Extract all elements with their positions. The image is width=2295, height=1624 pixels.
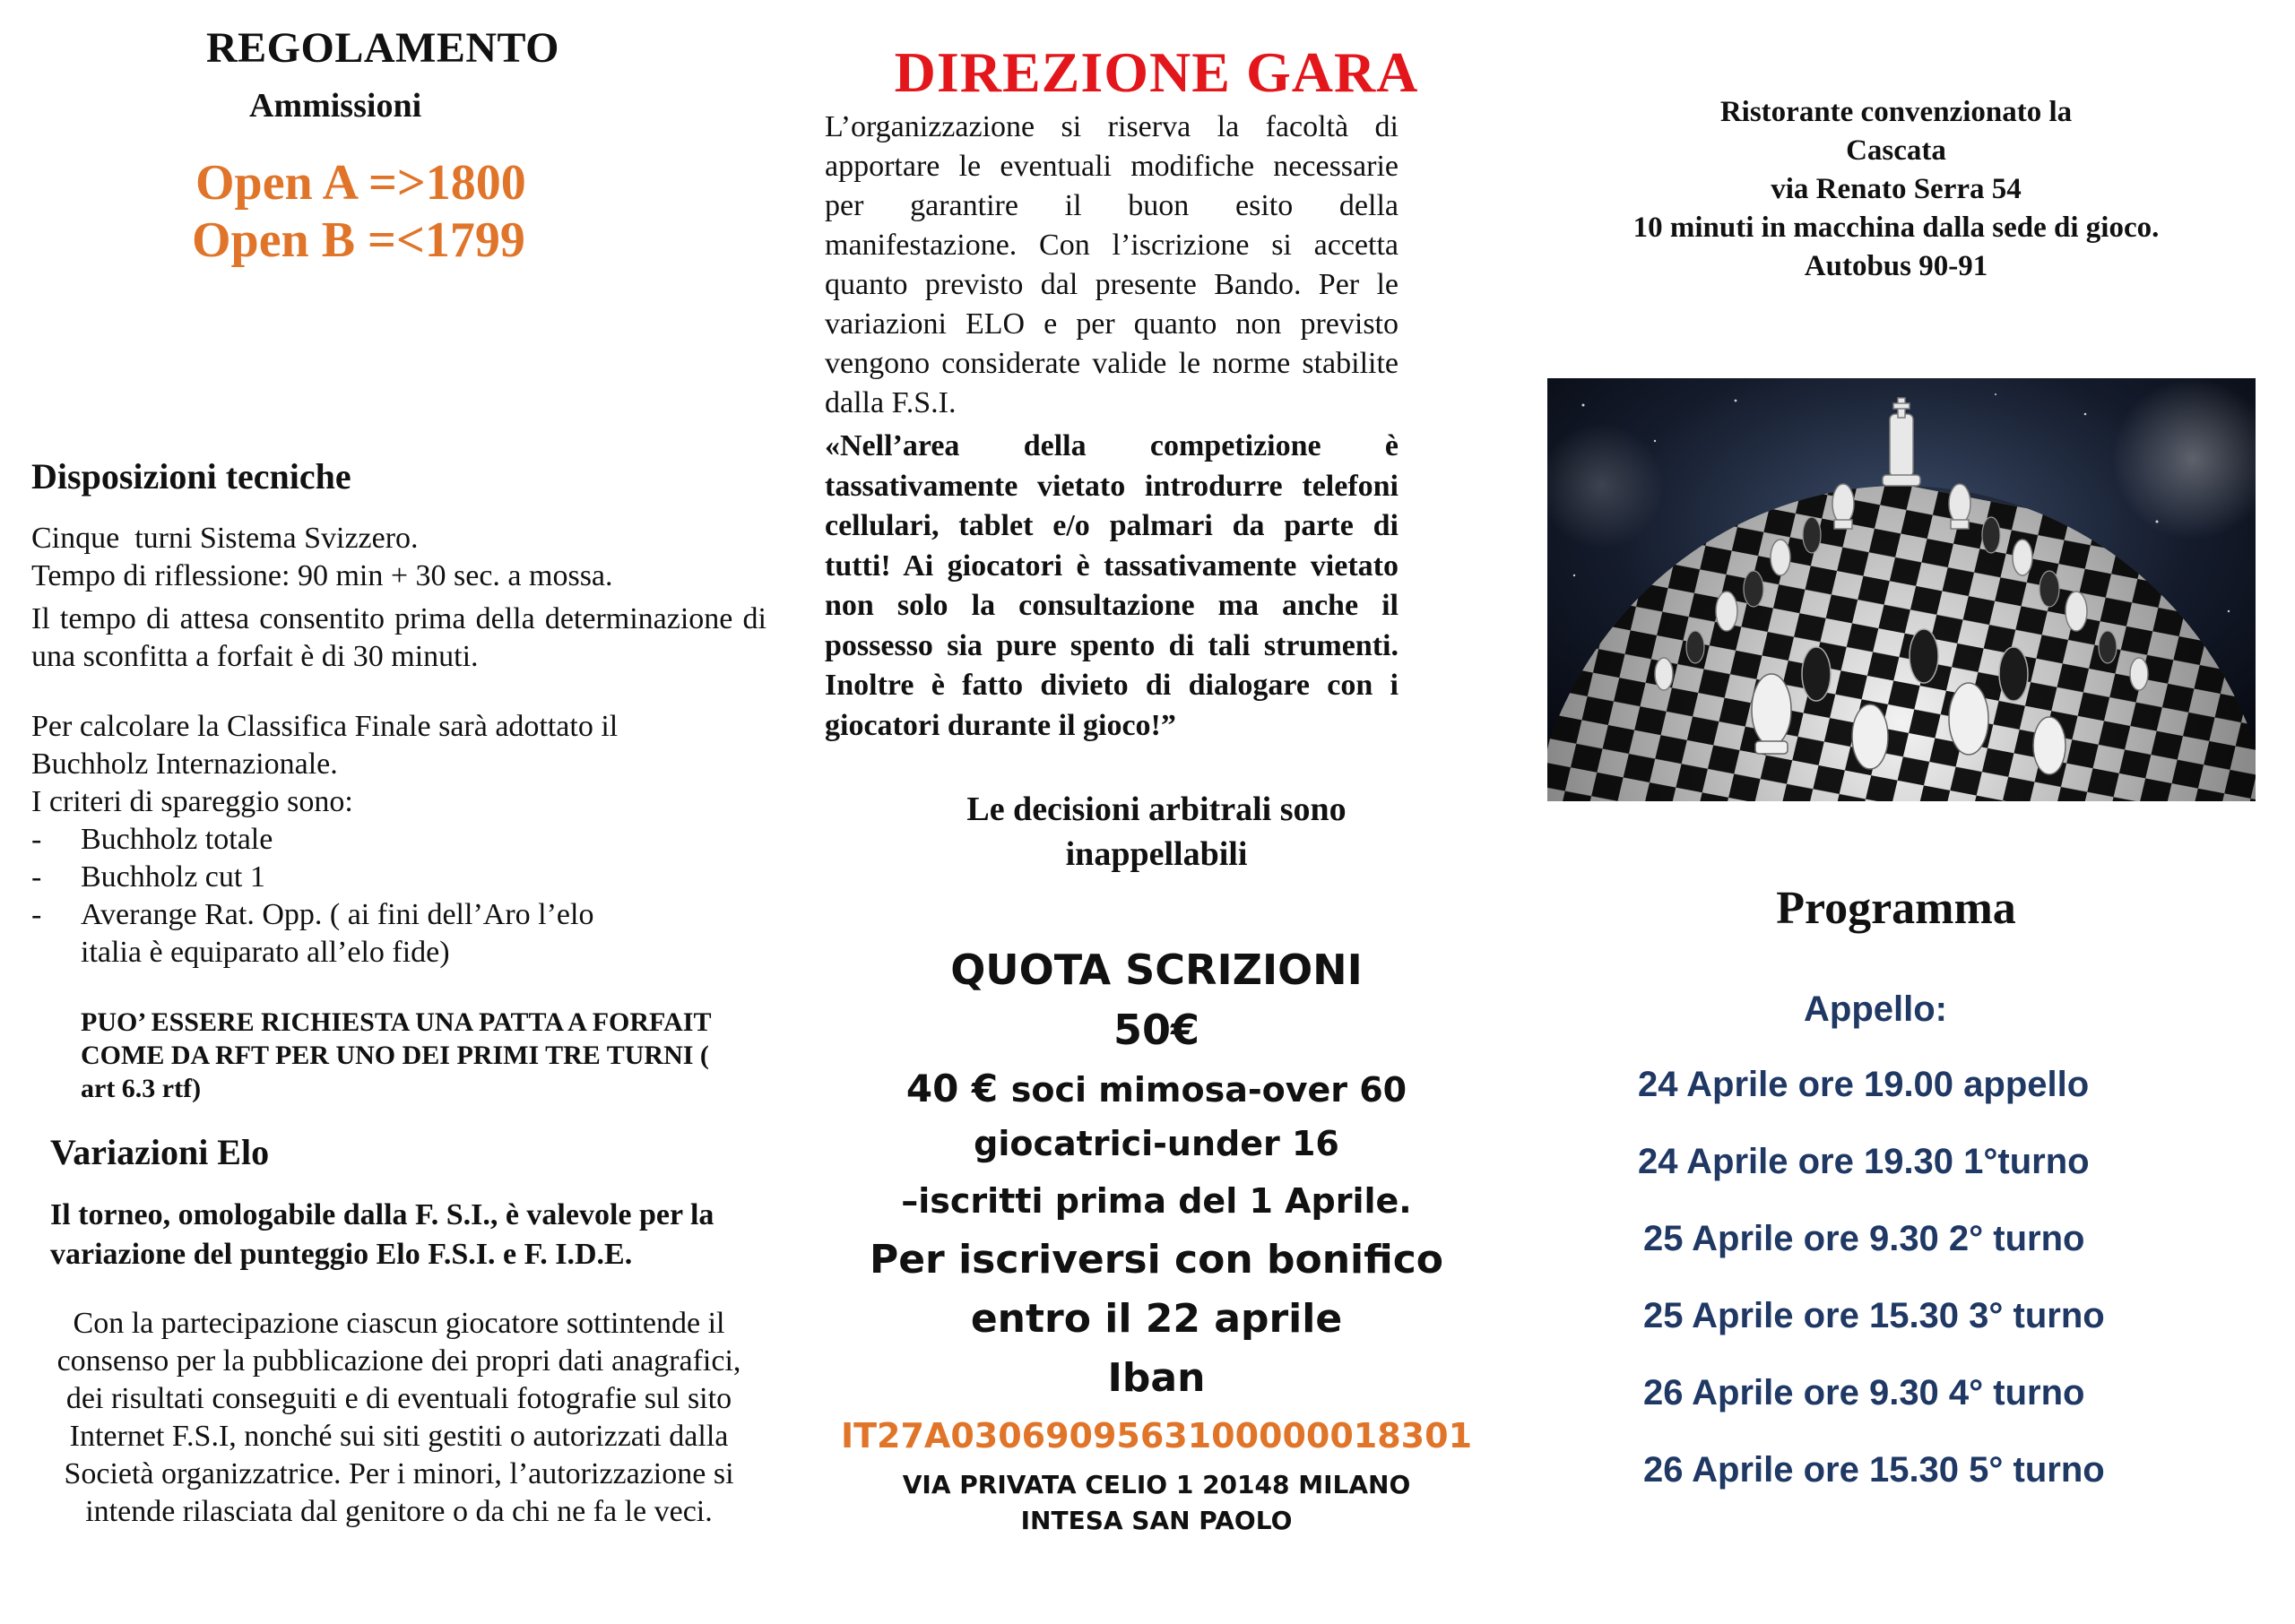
ristorante-line-5: Autobus 90-91 bbox=[1804, 250, 1988, 282]
chess-globe-image bbox=[1547, 378, 2256, 801]
quota-full-price: 50€ bbox=[1113, 1006, 1200, 1054]
open-b-rating: Open B =<1799 bbox=[192, 212, 525, 268]
criterio-text: Buchholz totale bbox=[81, 823, 273, 856]
criterio-text: Averange Rat. Opp. ( ai fini dell’Aro l’elo bbox=[81, 898, 594, 931]
quota-reduced-price: 40 € bbox=[905, 1067, 999, 1110]
ristorante-line-3: via Renato Serra 54 bbox=[1771, 173, 2022, 205]
iban-code: IT27A0306909563100000018301 bbox=[840, 1416, 1473, 1456]
quota-prima: –iscritti prima del 1 Aprile. bbox=[901, 1181, 1412, 1221]
disposizioni-attesa: Il tempo di attesa consentito prima della determinazione di una sconfitta a forfait è di 30 minuti. bbox=[31, 602, 766, 673]
criterio-dash: - bbox=[31, 898, 42, 931]
disposizioni-tempo: Tempo di riflessione: 90 min + 30 sec. a mossa. bbox=[31, 559, 613, 592]
iban-label: Iban bbox=[1107, 1355, 1206, 1401]
classifica-line-2: Buchholz Internazionale. bbox=[31, 747, 338, 781]
ristorante-line-4: 10 minuti in macchina dalla sede di gioco. bbox=[1632, 212, 2160, 244]
disposizioni-title: Disposizioni tecniche bbox=[31, 456, 351, 497]
quota-title: QUOTA SCRIZIONI bbox=[950, 946, 1363, 994]
criterio-item bbox=[31, 859, 265, 896]
criterio-item bbox=[31, 896, 677, 934]
ristorante-line-2: Cascata bbox=[1846, 134, 1946, 167]
patta-notice: PUO’ ESSERE RICHIESTA UNA PATTA A FORFAIT COME DA RFT PER UNO DEI PRIMI TRE TURNI ( art 6.3 rtf) bbox=[81, 1007, 711, 1103]
programma-item: 24 Aprile ore 19.00 appello bbox=[1638, 1065, 2090, 1104]
criterio-text: Buchholz cut 1 bbox=[81, 860, 265, 894]
appello-label: Appello: bbox=[1804, 989, 1947, 1029]
quota-bonifico-1: Per iscriversi con bonifico bbox=[869, 1237, 1444, 1283]
direzione-quote: «Nell’area della competizione è tassativamente vietato introdurre telefoni cellulari, tablet e/o palmari da parte di tutti! Ai giocatori è tassativamente vietato non solo la consultazione ma anche il possesso sia pure spento di tali strumenti. Inoltre è fatto divieto di dialogare con i giocatori durante il gioco!” bbox=[825, 429, 1399, 742]
open-a-rating: Open A =>1800 bbox=[195, 155, 526, 211]
criterio-dash: - bbox=[31, 823, 42, 856]
consenso-text: Con la partecipazione ciascun giocatore sottintende il consenso per la pubblicazione dei propri dati anagrafici, dei risultati conseguiti e di eventuali fotografie sul sito Internet F.S.I, nonché sui siti gestiti o autorizzati dalla Società organizzatrice. Per i minori, l’autorizzazione si intende rilasciata dal genitore o da chi ne fa le veci. bbox=[56, 1307, 741, 1528]
disposizioni-turni: Cinque turni Sistema Svizzero. bbox=[31, 522, 419, 555]
quota-reduced-who: soci mimosa-over 60 bbox=[1010, 1070, 1407, 1110]
variazioni-title: Variazioni Elo bbox=[50, 1132, 270, 1172]
quota-reduced bbox=[789, 1067, 1524, 1110]
programma-item: 26 Aprile ore 9.30 4° turno bbox=[1643, 1373, 2085, 1412]
programma-item: 24 Aprile ore 19.30 1°turno bbox=[1638, 1142, 2090, 1181]
decisioni-arbitrali bbox=[789, 787, 1524, 877]
programma-item: 25 Aprile ore 9.30 2° turno bbox=[1643, 1219, 2085, 1258]
programma-title: Programma bbox=[1776, 883, 2016, 934]
regolamento-title: REGOLAMENTO bbox=[206, 24, 559, 72]
ristorante-line-1: Ristorante convenzionato la bbox=[1719, 96, 2073, 128]
classifica-line-3: I criteri di spareggio sono: bbox=[31, 785, 353, 818]
programma-item: 25 Aprile ore 15.30 3° turno bbox=[1643, 1296, 2105, 1335]
decisioni-line-2: inappellabili bbox=[1065, 835, 1248, 873]
bank-name: INTESA SAN PAOLO bbox=[1020, 1506, 1293, 1535]
classifica-line-1: Per calcolare la Classifica Finale sarà adottato il bbox=[31, 710, 619, 743]
criterio-dash: - bbox=[31, 860, 42, 894]
criterio-item bbox=[31, 821, 273, 859]
quota-bonifico-2: entro il 22 aprile bbox=[970, 1296, 1343, 1342]
ristorante-info bbox=[1524, 93, 2268, 286]
bank-address: VIA PRIVATA CELIO 1 20148 MILANO bbox=[902, 1470, 1411, 1499]
decisioni-line-1: Le decisioni arbitrali sono bbox=[966, 790, 1347, 828]
variazioni-text: Il torneo, omologabile dalla F. S.I., è valevole per la variazione del punteggio Elo F.S.I. e F. I.D.E. bbox=[50, 1198, 714, 1271]
left-panel bbox=[0, 0, 789, 1624]
direzione-title: DIREZIONE GARA bbox=[894, 40, 1419, 104]
programma-item: 26 Aprile ore 15.30 5° turno bbox=[1643, 1450, 2105, 1490]
criterio-continuation: italia è equiparato all’elo fide) bbox=[81, 936, 450, 969]
middle-panel bbox=[789, 0, 1524, 1624]
quota-giocatrici: giocatrici-under 16 bbox=[974, 1124, 1339, 1163]
right-panel bbox=[1524, 0, 2295, 1624]
ammissioni-title: Ammissioni bbox=[249, 87, 422, 125]
direzione-text: L’organizzazione si riserva la facoltà di apportare le eventuali modifiche necessarie per garantire il buon esito della manifestazione. Con l’iscrizione si accetta quanto previsto dal presente Bando. Per le variazioni ELO e per quanto non previsto vengono considerate valide le norme stabilite dalla F.S.I. bbox=[825, 110, 1399, 419]
